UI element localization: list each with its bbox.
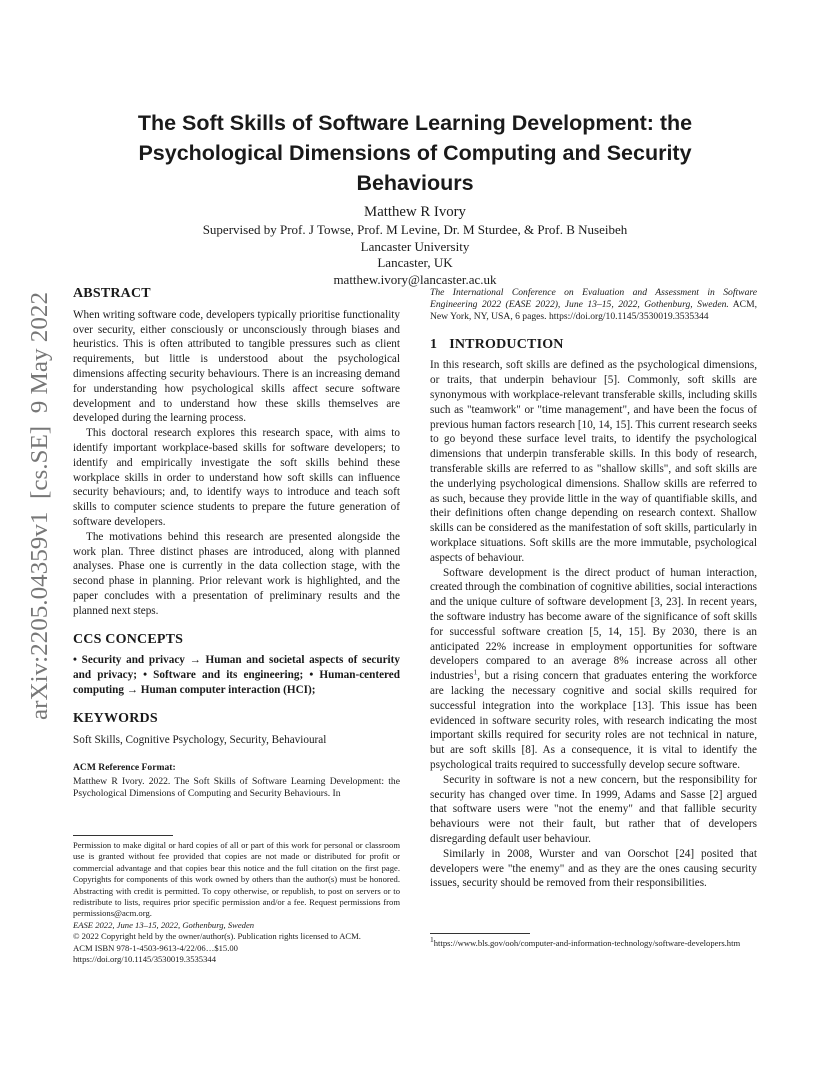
doi-line: https://doi.org/10.1145/3530019.3535344: [73, 954, 216, 965]
abstract-paragraph: This doctoral research explores this research space, with aims to identify important workplace-based skills for software developers; to identify and empirically investigate the soft skills behind these workplace skills in order to understand how soft skills can influence security behaviours; and, to identify ways to introduce and teach soft skills to computer science students to prepare the future generation of software developers.: [73, 427, 400, 528]
introduction-heading: [430, 338, 757, 353]
conference-reference-italic: The International Conference on Evaluation and Assessment in Software Engineering 2022 (EASE 2022), June 13–15, 2022, Gothenburg, Sweden.: [430, 287, 757, 311]
footnote-url: https://www.bls.gov/ooh/computer-and-information-technology/software-developers.htm: [433, 938, 741, 948]
intro-paragraph-part: , but a rising concern that graduates entering the workforce are lacking the necessary cognitive and social skills required for successful integration into the workplace [13]. This issue has been evidenced in software security roles, with research indicating the most important skills required for security roles are not technical in nature, but are soft skills [8]. As a consequence, it is vital to identify the psychological traits required to successfully develop secure software.: [430, 670, 757, 771]
permission-block: [73, 840, 400, 965]
footnote: [430, 935, 757, 949]
isbn-line: ACM ISBN 978-1-4503-9613-4/22/06…$15.00: [73, 942, 238, 953]
intro-paragraph: Security in software is not a new concern, but the responsibility for security has changed over time. In 1999, Adams and Sasse [2] argued that software users were "not the enemy" and that fallible security behaviours were not their fault, but rather that of developers disregarding default user behaviour.: [430, 773, 757, 845]
intro-paragraph: [430, 566, 757, 773]
ccs-concepts-heading: CCS CONCEPTS: [73, 631, 184, 647]
permission-divider: [73, 835, 173, 836]
left-column: [73, 287, 400, 801]
title-block: [90, 108, 740, 288]
intro-paragraph-part: Software development is the direct product of human interaction, created through the combination of cognitive abilities, social interactions and the unique culture of software development [3, 23]. In recent years, the software industry has become aware of the significance of soft skills for successful software creation [5, 14, 15]. By 2030, there is an anticipated 22% increase in employment opportunities for software developers compared to an average 8% increase across all other industries: [430, 566, 757, 683]
keywords-text: Soft Skills, Cognitive Psychology, Security, Behavioural: [73, 733, 327, 746]
ccs-concepts-text: • Security and privacy → Human and societal aspects of security and privacy; • Software and its engineering; • Human-centered computing → Human computer interaction (HCI);: [73, 654, 400, 696]
section-number: 1: [430, 336, 438, 352]
conference-reference: [430, 287, 757, 324]
arxiv-identifier-stamp: [20, 290, 56, 720]
abstract-paragraph: When writing software code, developers typically prioritise functionality over security, either consciously or unconsciously through biases and heuristics. This is often attributed to tangible pressures such as client requirements, but little is understood about the psychological dimensions affecting security behaviours. There is an increasing demand for understanding how psychological skills affect secure software development and to understand how these skills themselves are developed during the learning process.: [73, 308, 400, 425]
intro-paragraph: Similarly in 2008, Wurster and van Oorschot [24] posited that developers were "the enemy" and as they are the ones causing security issues, security should be removed from their responsibilities.: [430, 847, 757, 890]
intro-paragraph: In this research, soft skills are defined as the psychological dimensions, or traits, that underpin behaviour [5]. Commonly, soft skills are synonymous with workplace-relevant transferable skills, including skills such as "teamwork" or "time management", and have been the focus of previous human factors research [10, 14, 15]. This current research seeks to go beyond these surface level traits, to identify the psychological dimensions that underpin transferable skills. In this body of research, transferable skills are referred to as "shallow skills", and soft skills are the underlying psychological dimensions. Shallow skills are referred to as such, because they provide little in the way of quantifiable skills, and their definitions often change depending on research context. Shallow skills can be considered as the manifestation of soft skills, particularly in workplace situations. Soft skills are the more immutable, psychological aspects of behaviour.: [430, 359, 757, 564]
acm-reference-text: Matthew R Ivory. 2022. The Soft Skills of Software Learning Development: the Psychological Dimensions of Computing and Security Behaviours. In: [73, 776, 400, 800]
paper-title: [90, 108, 740, 198]
university: Lancaster University: [360, 238, 470, 254]
footnote-number: 1: [430, 935, 434, 945]
title-line: The Soft Skills of Software Learning Development: the: [137, 111, 693, 135]
conference-line: EASE 2022, June 13–15, 2022, Gothenburg, Sweden: [73, 919, 255, 930]
conference-reference-plain: ACM, New York, NY, USA, 6 pages. https://doi.org/10.1145/3530019.3535344: [430, 299, 757, 323]
section-title: INTRODUCTION: [449, 336, 564, 352]
location: Lancaster, UK: [377, 255, 453, 270]
title-line: Behaviours: [356, 171, 474, 195]
author-email: matthew.ivory@lancaster.ac.uk: [333, 271, 497, 287]
footnote-marker: 1: [473, 667, 478, 677]
arxiv-identifier-text: arXiv:2205.04359v1 [cs.SE] 9 May 2022: [27, 310, 53, 720]
permission-text: Permission to make digital or hard copies of all or part of this work for personal or classroom use is granted without fee provided that copies are not made or distributed for profit or commercial advantage and that copies bear this notice and the full citation on the first page. Copyrights for components of this work owned by others than the author(s) must be honored. Abstracting with credit is permitted. To copy otherwise, or republish, to post on servers or to redistribute to lists, requires prior specific permission and/or a fee. Request permissions from permissions@acm.org.: [73, 840, 400, 919]
footnote-divider: [430, 933, 530, 934]
author-name: Matthew R Ivory: [364, 204, 466, 220]
acm-reference-heading: ACM Reference Format:: [73, 762, 176, 774]
copyright-line: © 2022 Copyright held by the owner/author(s). Publication rights licensed to ACM.: [73, 931, 361, 942]
abstract-paragraph: The motivations behind this research are presented alongside the work plan. Three distinct phases are introduced, along with planned analyses. Phase one is currently in the data collection stage, with the second phase in planning. Prior relevant work is highlighted, and the paper concludes with a presentation of preliminary results and the planned next steps.: [73, 530, 400, 617]
title-line: Psychological Dimensions of Computing and Security: [138, 141, 692, 165]
acm-reference: [73, 761, 400, 800]
keywords-heading: KEYWORDS: [73, 710, 158, 726]
abstract-heading: ABSTRACT: [73, 286, 151, 301]
right-column: [430, 287, 757, 891]
supervisors-line: Supervised by Prof. J Towse, Prof. M Levine, Dr. M Sturdee, & Prof. B Nuseibeh: [202, 222, 628, 237]
